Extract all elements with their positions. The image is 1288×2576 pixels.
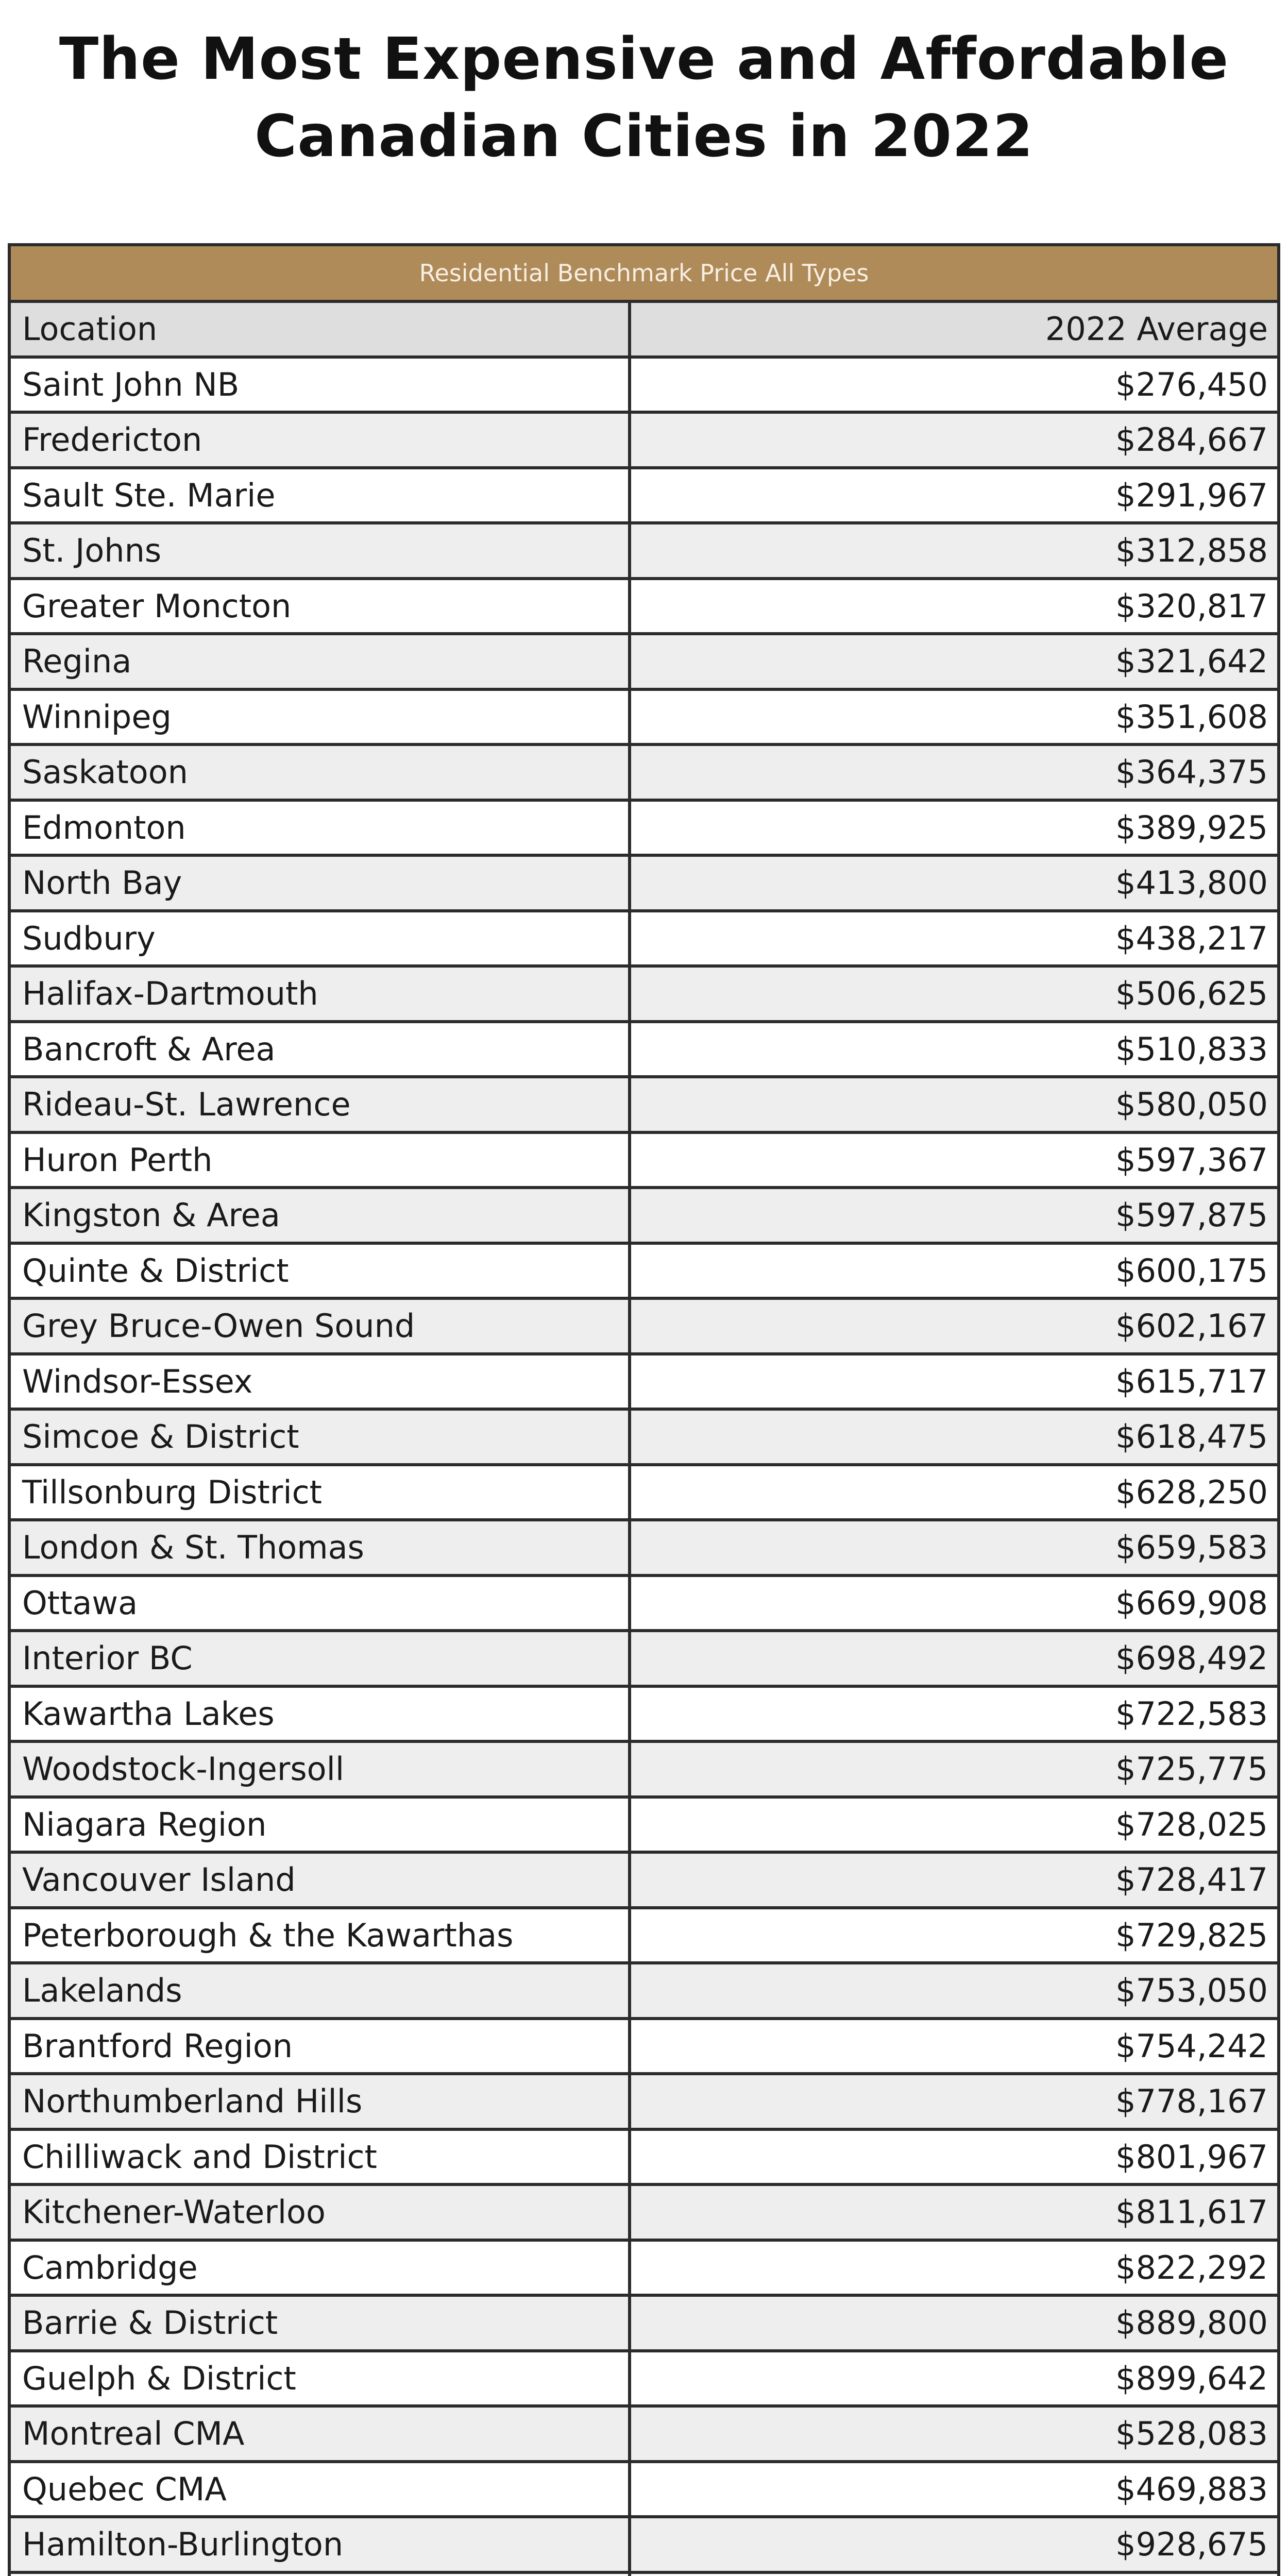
row-location: Grey Bruce-Owen Sound xyxy=(11,1300,631,1352)
row-value: $389,925 xyxy=(1115,808,1268,846)
row-value: $615,717 xyxy=(1115,1362,1268,1400)
row-location: Woodstock-Ingersoll xyxy=(11,1743,631,1795)
row-value: $364,375 xyxy=(1115,753,1268,791)
row-location: Brantford Region xyxy=(11,2020,631,2073)
row-value: $413,800 xyxy=(1115,864,1268,902)
table-row xyxy=(11,2131,1277,2187)
row-value: $580,050 xyxy=(1115,1086,1268,1124)
page-title xyxy=(0,21,1288,175)
row-location: Huron Perth xyxy=(11,1134,631,1187)
table-row xyxy=(11,469,1277,525)
row-value: $889,800 xyxy=(1115,2304,1268,2342)
row-value: $778,167 xyxy=(1115,2082,1268,2121)
row-value: $801,967 xyxy=(1115,2138,1268,2176)
row-value: $469,883 xyxy=(1115,2470,1268,2508)
row-value: $899,642 xyxy=(1115,2359,1268,2397)
row-location: Northumberland Hills xyxy=(11,2075,631,2128)
row-location: Rideau-St. Lawrence xyxy=(11,1078,631,1131)
row-value: $729,825 xyxy=(1115,1916,1268,1954)
row-value: $506,625 xyxy=(1115,975,1268,1013)
table-row xyxy=(11,1023,1277,1079)
row-location: Tillsonburg District xyxy=(11,1466,631,1519)
row-location: Ottawa xyxy=(11,1577,631,1630)
row-value: $276,450 xyxy=(1115,365,1268,403)
table-row xyxy=(11,2408,1277,2463)
row-value: $600,175 xyxy=(1115,1251,1268,1290)
row-location: Winnipeg xyxy=(11,691,631,743)
table-row xyxy=(11,1521,1277,1577)
row-value: $618,475 xyxy=(1115,1418,1268,1456)
row-location: Niagara Region xyxy=(11,1799,631,1851)
row-location: Quebec CMA xyxy=(11,2463,631,2516)
row-value: $822,292 xyxy=(1115,2248,1268,2286)
table-row xyxy=(11,912,1277,968)
table-banner: Residential Benchmark Price All Types xyxy=(11,246,1277,303)
row-location: Peterborough & the Kawarthas xyxy=(11,1909,631,1962)
table-row xyxy=(11,691,1277,747)
row-location: Interior BC xyxy=(11,1632,631,1685)
row-value: $628,250 xyxy=(1115,1473,1268,1511)
row-location: Kawartha Lakes xyxy=(11,1688,631,1740)
table-body xyxy=(11,359,1277,2576)
table-row xyxy=(11,1078,1277,1134)
row-location: St. Johns xyxy=(11,524,631,577)
row-location: Guelph & District xyxy=(11,2352,631,2405)
row-location: London & St. Thomas xyxy=(11,1521,631,1574)
row-value: $728,025 xyxy=(1115,1805,1268,1843)
row-value: $284,667 xyxy=(1115,421,1268,459)
table-row xyxy=(11,2020,1277,2076)
row-location: Kitchener-Waterloo xyxy=(11,2186,631,2239)
table-row xyxy=(11,857,1277,912)
table-row xyxy=(11,1964,1277,2020)
table-row xyxy=(11,414,1277,469)
table-row xyxy=(11,1189,1277,1245)
row-location xyxy=(11,2574,631,2576)
table-row xyxy=(11,524,1277,580)
row-location: Bancroft & Area xyxy=(11,1023,631,1076)
row-location: North Bay xyxy=(11,857,631,909)
row-value: $320,817 xyxy=(1115,587,1268,625)
table-row xyxy=(11,2242,1277,2297)
table-row xyxy=(11,2075,1277,2131)
row-value: $291,967 xyxy=(1115,476,1268,514)
row-value: $722,583 xyxy=(1115,1694,1268,1733)
table-row xyxy=(11,968,1277,1023)
row-value: $811,617 xyxy=(1115,2193,1268,2231)
page-title-line-1: The Most Expensive and Affordable xyxy=(59,26,1229,93)
row-value: $602,167 xyxy=(1115,1307,1268,1345)
row-value: $597,875 xyxy=(1115,1196,1268,1234)
row-location: Sault Ste. Marie xyxy=(11,469,631,522)
row-location: Lakelands xyxy=(11,1964,631,2017)
table-row xyxy=(11,1743,1277,1799)
table-row xyxy=(11,802,1277,857)
row-value: $728,417 xyxy=(1115,1861,1268,1899)
row-value: $597,367 xyxy=(1115,1141,1268,1179)
table-row xyxy=(11,1854,1277,1909)
row-location: Regina xyxy=(11,635,631,688)
row-location: Quinte & District xyxy=(11,1245,631,1297)
table-row xyxy=(11,1134,1277,1190)
row-value xyxy=(631,2574,1277,2576)
table-row xyxy=(11,635,1277,691)
table-row xyxy=(11,746,1277,802)
table-row xyxy=(11,1799,1277,1854)
table-header-row xyxy=(11,303,1277,359)
row-location: Greater Moncton xyxy=(11,580,631,633)
table-row xyxy=(11,2352,1277,2408)
table-row xyxy=(11,1300,1277,1355)
row-value: $312,858 xyxy=(1115,532,1268,570)
row-location: Kingston & Area xyxy=(11,1189,631,1242)
row-value: $725,775 xyxy=(1115,1750,1268,1788)
row-location: Halifax-Dartmouth xyxy=(11,968,631,1020)
table-row xyxy=(11,1411,1277,1466)
table-row xyxy=(11,2574,1277,2576)
table-row xyxy=(11,1466,1277,1522)
row-location: Vancouver Island xyxy=(11,1854,631,1906)
row-location: Simcoe & District xyxy=(11,1411,631,1463)
table-row xyxy=(11,2518,1277,2574)
table-row xyxy=(11,1355,1277,1411)
row-value: $698,492 xyxy=(1115,1639,1268,1677)
row-value: $321,642 xyxy=(1115,642,1268,681)
row-value: $754,242 xyxy=(1115,2027,1268,2065)
row-value: $669,908 xyxy=(1115,1584,1268,1622)
table-row xyxy=(11,2463,1277,2519)
page-title-line-2: Canadian Cities in 2022 xyxy=(255,103,1033,170)
row-value: $510,833 xyxy=(1115,1030,1268,1068)
row-location: Montreal CMA xyxy=(11,2408,631,2460)
row-location: Saint John NB xyxy=(11,359,631,411)
row-value: $928,675 xyxy=(1115,2526,1268,2564)
price-table xyxy=(8,243,1280,2576)
table-row xyxy=(11,359,1277,414)
table-row xyxy=(11,580,1277,636)
row-location: Hamilton-Burlington xyxy=(11,2518,631,2571)
row-value: $753,050 xyxy=(1115,1972,1268,2010)
row-location: Saskatoon xyxy=(11,746,631,799)
row-location: Sudbury xyxy=(11,912,631,965)
table-row xyxy=(11,2297,1277,2352)
row-value: $528,083 xyxy=(1115,2415,1268,2453)
row-location: Cambridge xyxy=(11,2242,631,2294)
row-value: $351,608 xyxy=(1115,698,1268,736)
table-row xyxy=(11,1632,1277,1688)
row-location: Edmonton xyxy=(11,802,631,854)
column-header-2022-average: 2022 Average xyxy=(1045,310,1268,348)
table-row xyxy=(11,1577,1277,1633)
row-location: Barrie & District xyxy=(11,2297,631,2349)
row-value: $659,583 xyxy=(1115,1529,1268,1567)
table-row xyxy=(11,2186,1277,2242)
table-row xyxy=(11,1688,1277,1743)
row-location: Windsor-Essex xyxy=(11,1355,631,1408)
row-value: $438,217 xyxy=(1115,919,1268,957)
row-location: Chilliwack and District xyxy=(11,2131,631,2183)
table-row xyxy=(11,1909,1277,1965)
row-location: Fredericton xyxy=(11,414,631,466)
column-header-location: Location xyxy=(11,303,631,355)
table-row xyxy=(11,1245,1277,1300)
